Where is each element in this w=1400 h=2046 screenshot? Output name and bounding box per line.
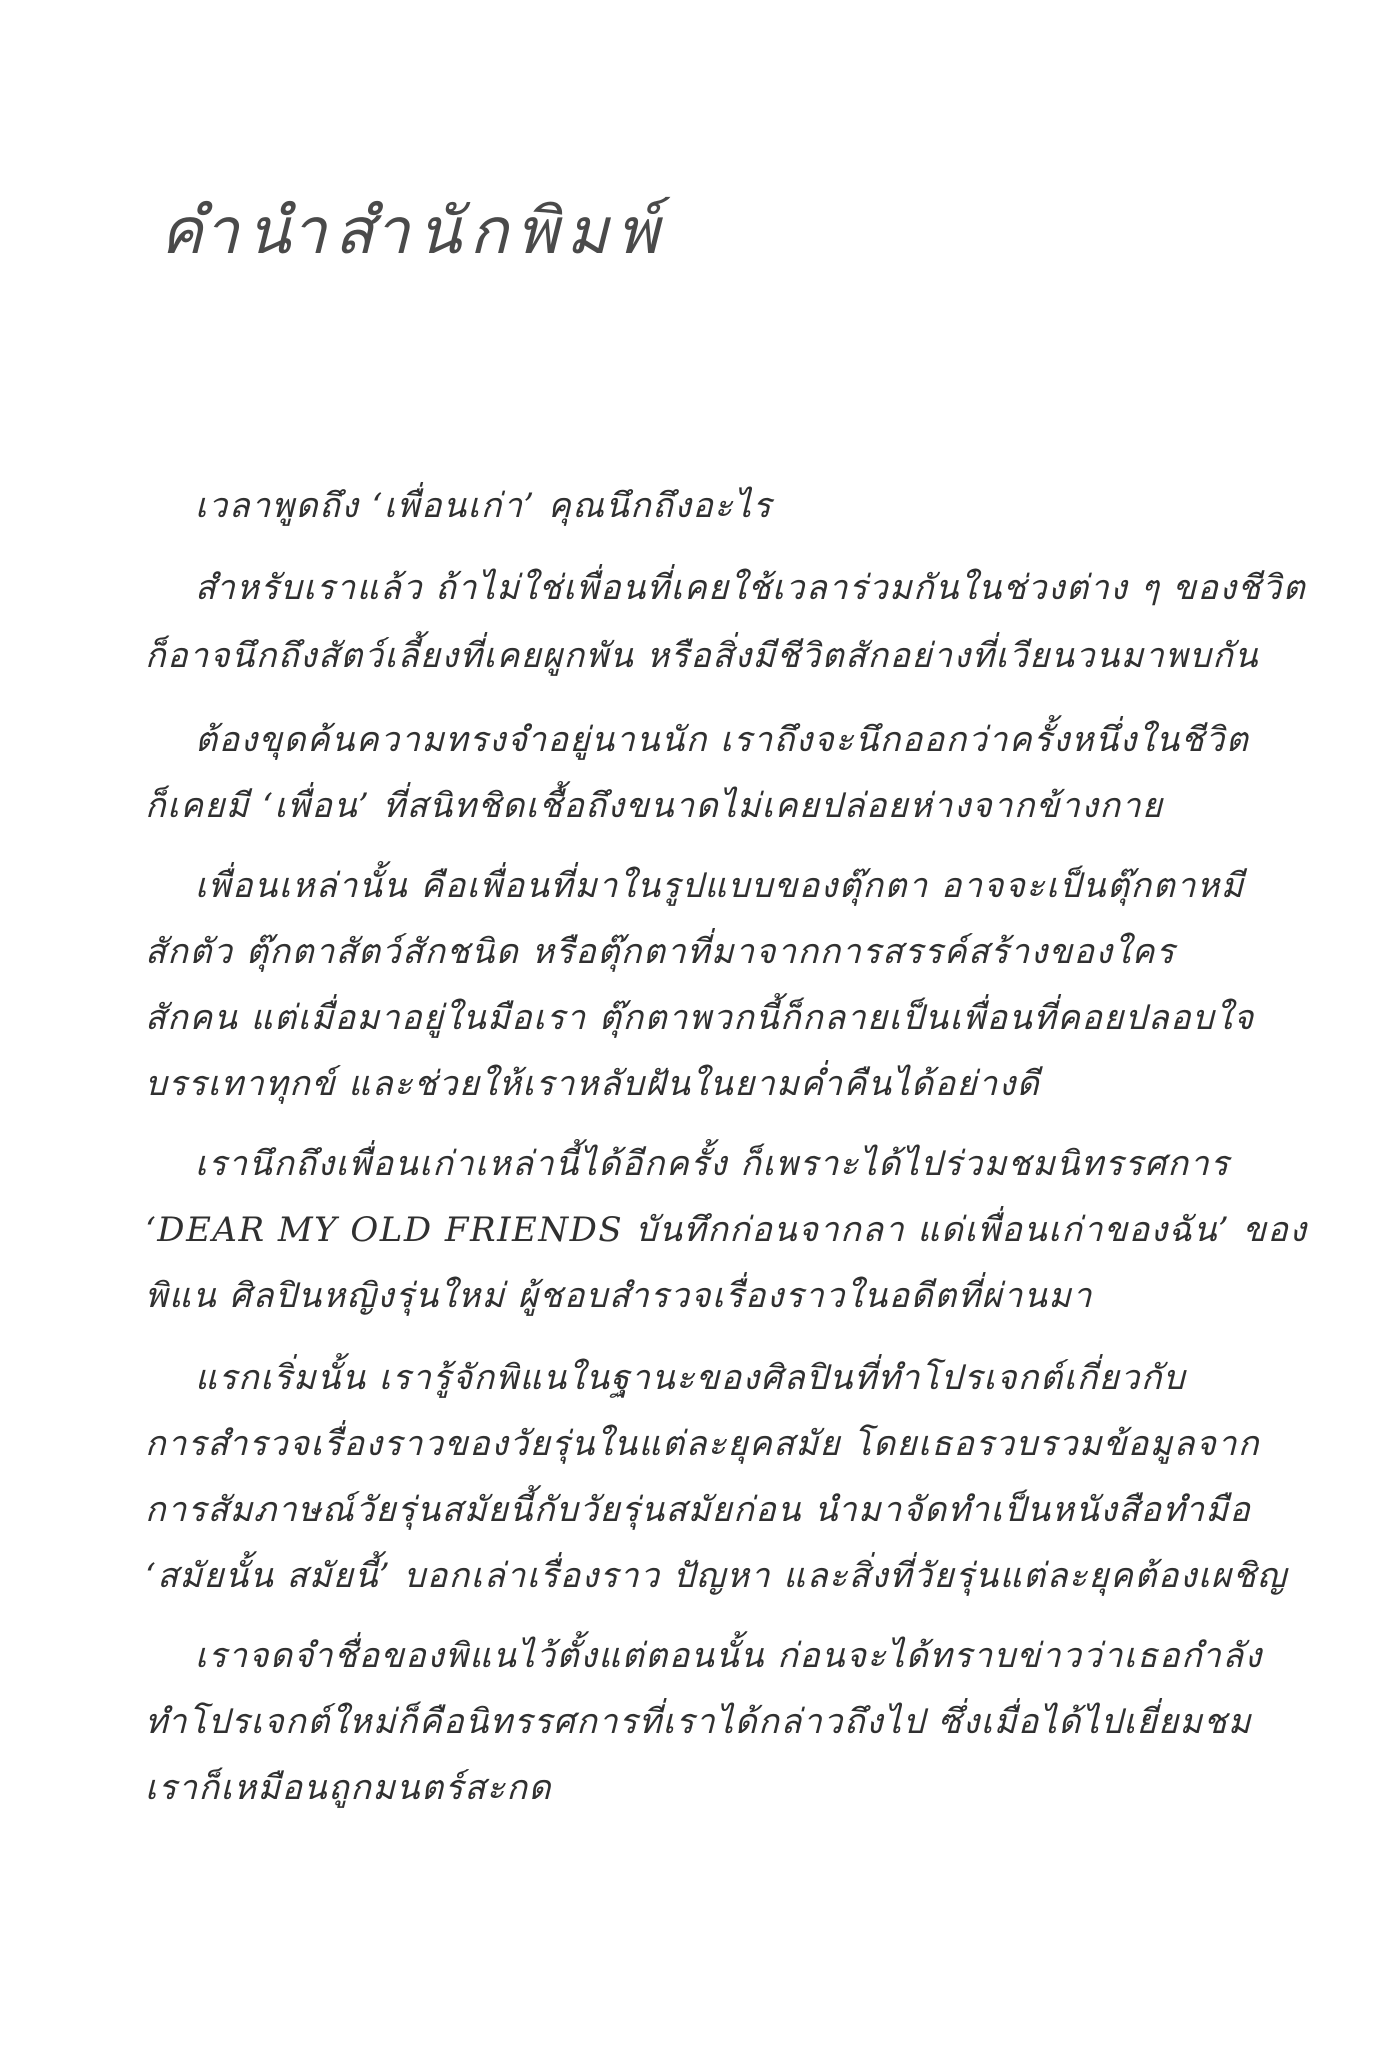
text-line-16: ‘สมัยนั้น สมัยนี้’ บอกเล่าเรื่องราว ปัญหา และสิ่งที่วัยรุ่นแต่ละยุคต้องเผชิญ <box>145 1556 1288 1596</box>
text-line-19: เราก็เหมือนถูกมนตร์สะกด <box>145 1768 553 1808</box>
text-line-12: พิแน ศิลปินหญิงรุ่นใหม่ ผู้ชอบสำรวจเรื่องราวในอดีตที่ผ่านมา <box>145 1276 1093 1316</box>
text-line-15: การสัมภาษณ์วัยรุ่นสมัยนี้กับวัยรุ่นสมัยก่อน นำมาจัดทำเป็นหนังสือทำมือ <box>145 1490 1252 1530</box>
text-line-6: เพื่อนเหล่านั้น คือเพื่อนที่มาในรูปแบบของตุ๊กตา อาจจะเป็นตุ๊กตาหมี <box>195 866 1245 906</box>
text-line-1: เวลาพูดถึง ‘เพื่อนเก่า’ คุณนึกถึงอะไร <box>195 486 773 526</box>
text-line-2: สำหรับเราแล้ว ถ้าไม่ใช่เพื่อนที่เคยใช้เวลาร่วมกันในช่วงต่าง ๆ ของชีวิต <box>195 568 1307 608</box>
text-line-5: ก็เคยมี ‘เพื่อน’ ที่สนิทชิดเชื้อถึงขนาดไม่เคยปล่อยห่างจากข้างกาย <box>145 786 1164 826</box>
text-line-9: บรรเทาทุกข์ และช่วยให้เราหลับฝันในยามค่ำคืนได้อย่างดี <box>145 1064 1041 1104</box>
text-line-10: เรานึกถึงเพื่อนเก่าเหล่านี้ได้อีกครั้ง ก็เพราะได้ไปร่วมชมนิทรรศการ <box>195 1144 1230 1184</box>
text-line-17: เราจดจำชื่อของพิแนไว้ตั้งแต่ตอนนั้น ก่อนจะได้ทราบข่าวว่าเธอกำลัง <box>195 1636 1263 1676</box>
text-line-7: สักตัว ตุ๊กตาสัตว์สักชนิด หรือตุ๊กตาที่มาจากการสรรค์สร้างของใคร <box>145 932 1176 972</box>
text-line-14: การสำรวจเรื่องราวของวัยรุ่นในแต่ละยุคสมัย โดยเธอรวบรวมข้อมูลจาก <box>145 1424 1260 1464</box>
text-line-3: ก็อาจนึกถึงสัตว์เลี้ยงที่เคยผูกพัน หรือสิ่งมีชีวิตสักอย่างที่เวียนวนมาพบกัน <box>145 636 1260 676</box>
text-line-18: ทำโปรเจกต์ใหม่ก็คือนิทรรศการที่เราได้กล่าวถึงไป ซึ่งเมื่อได้ไปเยี่ยมชม <box>145 1702 1252 1742</box>
text-line-13: แรกเริ่มนั้น เรารู้จักพิแนในฐานะของศิลปินที่ทำโปรเจกต์เกี่ยวกับ <box>195 1358 1186 1398</box>
text-line-11: ‘DEAR MY OLD FRIENDS บันทึกก่อนจากลา แด่เพื่อนเก่าของฉัน’ ของ <box>145 1210 1308 1250</box>
page-title: คำนำสำนักพิมพ์ <box>160 195 667 269</box>
text-line-4: ต้องขุดค้นความทรงจำอยู่นานนัก เราถึงจะนึกออกว่าครั้งหนึ่งในชีวิต <box>195 720 1250 760</box>
text-line-8: สักคน แต่เมื่อมาอยู่ในมือเรา ตุ๊กตาพวกนี้ก็กลายเป็นเพื่อนที่คอยปลอบใจ <box>145 998 1255 1038</box>
